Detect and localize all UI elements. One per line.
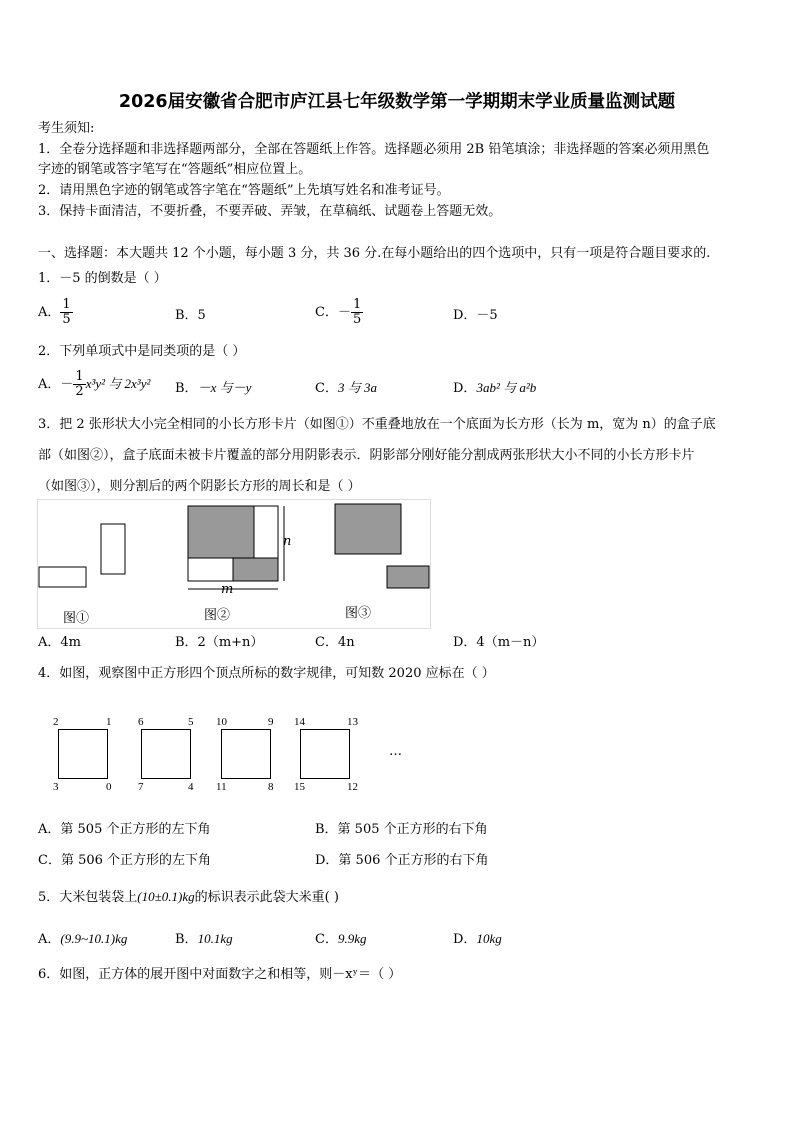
fig2-shaded-large	[188, 506, 254, 558]
q3-option-d: D．4（m－n）	[453, 635, 545, 650]
q5-option-d: D．10kg	[453, 931, 502, 947]
q4-option-a: A．第 505 个正方形的左下角	[38, 822, 211, 837]
q2-option-d: D．3ab² 与 a²b	[453, 380, 537, 396]
q4-option-c: C．第 506 个正方形的左下角	[38, 853, 212, 868]
q2-stem: 2．下列单项式中是同类项的是（ ）	[38, 344, 246, 359]
q1-option-d: D．－5	[453, 308, 498, 323]
q5-option-a: A．(9.9~10.1)kg	[38, 931, 128, 947]
fig2-card-horizontal	[188, 558, 233, 581]
fig1-card-vertical	[101, 524, 125, 574]
fig2-shaded-small	[233, 558, 278, 581]
fig3-shaded-small	[387, 566, 429, 588]
fig2-label-m: m	[221, 582, 234, 597]
q3-stem-line: （如图③），则分割后的两个阴影长方形的周长和是（ ）	[38, 479, 361, 494]
page-title: 2026届安徽省合肥市庐江县七年级数学第一学期期末学业质量监测试题	[118, 92, 676, 112]
fig3-caption: 图③	[345, 606, 372, 621]
notice-line: 字迹的钢笔或答字笔写在“答题纸”相应位置上。	[38, 162, 312, 177]
q1-option-c: C．－ $\frac{1}{5}$	[315, 297, 362, 327]
q4-stem: 4．如图，观察图中正方形四个顶点所标的数字规律，可知数 2020 应标在（ ）	[38, 666, 495, 681]
q3-option-a: A．4m	[38, 635, 81, 650]
fig3-shaded-large	[335, 504, 401, 554]
q1-option-a: A． $\frac{1}{5}$	[38, 297, 71, 327]
q3-stem-line: 部（如图②），盒子底面未被卡片覆盖的部分用阴影表示．阴影部分刚好能分割成两张形状大小不同的小长方形卡片	[38, 448, 695, 463]
fig2-caption: 图②	[204, 608, 231, 623]
q2-option-a: A．－ $\frac{1}{2}$ x³y² 与 2x³y²	[38, 369, 151, 399]
section-heading: 一、选择题：本大题共 12 个小题，每小题 3 分，共 36 分.在每小题给出的四个选项中，只有一项是符合题目要求的.	[38, 246, 711, 261]
q4-ellipsis: …	[389, 744, 402, 759]
notice-line: 2．请用黑色字迹的钢笔或答字笔在“答题纸”上先填写姓名和准考证号。	[38, 183, 450, 198]
q2-option-c: C．3 与 3a	[315, 380, 377, 396]
q3-option-b: B．2（m+n）	[175, 635, 264, 650]
fig2-label-n: n	[283, 534, 292, 549]
q3-figure-svg	[38, 500, 430, 628]
notice-line: 1．全卷分选择题和非选择题两部分，全部在答题纸上作答。选择题必须用 2B 铅笔填涂；非选择题的答案必须用黑色	[38, 142, 710, 157]
q5-option-c: C．9.9kg	[315, 931, 367, 947]
notice-heading: 考生须知:	[38, 121, 95, 136]
notice-line: 3．保持卡面清洁，不要折叠，不要弄破、弄皱，在草稿纸、试题卷上答题无效。	[38, 204, 502, 219]
q3-stem-line: 3．把 2 张形状大小完全相同的小长方形卡片（如图①）不重叠地放在一个底面为长方形（长为 m，宽为 n）的盒子底	[38, 417, 716, 432]
fig1-card-horizontal	[39, 567, 86, 587]
q6-stem: 6．如图，正方体的展开图中对面数字之和相等，则－xʸ＝（ ）	[38, 967, 402, 982]
q4-option-d: D．第 506 个正方形的右下角	[315, 853, 489, 868]
q3-figure	[37, 499, 431, 629]
q2-option-b: B．－x 与－y	[175, 380, 252, 396]
fig1-caption: 图①	[63, 611, 90, 626]
q5-stem: 5．大米包装袋上(10±0.1)kg的标识表示此袋大米重( )	[38, 889, 339, 905]
q1-stem: 1．－5 的倒数是（ ）	[38, 271, 167, 286]
q1-option-b: B．5	[175, 308, 206, 323]
q3-option-c: C．4n	[315, 635, 355, 650]
q4-option-b: B．第 505 个正方形的右下角	[315, 822, 488, 837]
fig2-card-vertical	[254, 506, 278, 558]
q5-option-b: B．10.1kg	[175, 931, 233, 947]
